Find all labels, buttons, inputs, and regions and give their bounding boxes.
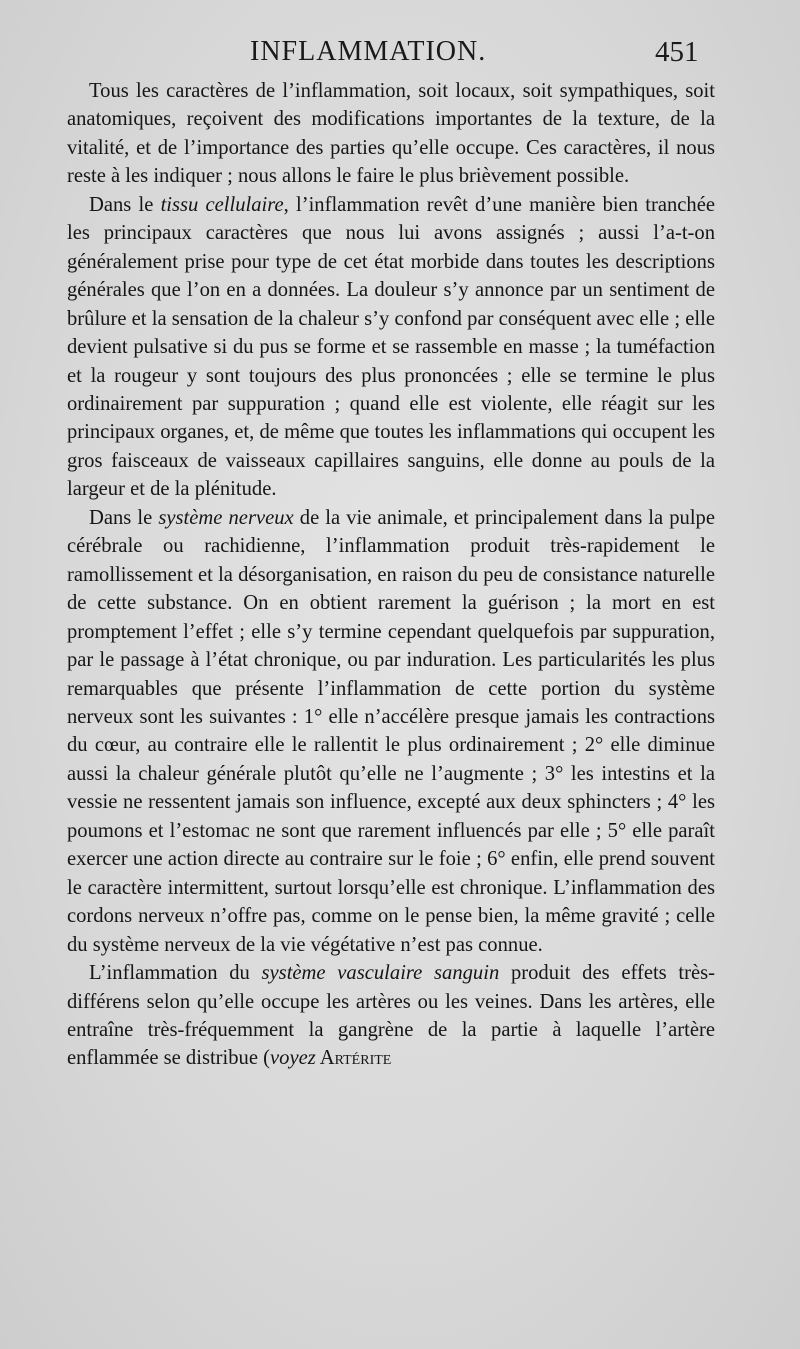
page-header bbox=[0, 32, 800, 72]
italic-voyez: voyez bbox=[270, 1047, 316, 1070]
paragraph-4: L’inflammation du système vasculaire sanguin produit des effets très-différens selon qu’elle occupe les artères ou les veines. Dans les artères, elle entraîne très-fréquemment la gangrène de la partie à laquelle l’artère enflammée se distribue (voyez Artérite bbox=[67, 962, 715, 1070]
cross-reference-arterite: Artérite bbox=[315, 1047, 392, 1070]
italic-term-tissu-cellulaire: tissu cellulaire bbox=[160, 193, 284, 216]
paragraph-2: Dans le tissu cellulaire, l’inflammation revêt d’une manière bien tranchée les principaux caractères que nous lui avons assignés ; aussi l’a-t-on généralement prise pour type de cet état morbide dans toutes les descriptions générales que l’on en a données. La douleur s’y annonce par un sentiment de brûlure et la sensation de la chaleur s’y confond par conséquent avec elle ; elle devient pulsative si du pus se forme et se rassemble en masse ; la tuméfaction et la rougeur y sont toujours des plus prononcées ; elle se termine le plus ordinairement par suppuration ; quand elle est violente, elle réagit sur les principaux organes, et, de même que toutes les inflammations qui occupent les gros faisceaux de vaisseaux capillaires sanguins, elle donne au pouls de la largeur et de la plénitude. bbox=[67, 193, 715, 501]
running-title: INFLAMMATION. bbox=[250, 36, 487, 67]
body-text bbox=[67, 77, 715, 1073]
paragraph-1: Tous les caractères de l’inflammation, soit locaux, soit sympathiques, soit anatomiques, reçoivent des modifications importantes de la texture, de la vitalité, et de l’importance des parties qu’elle occupe. Ces caractères, il nous reste à les indiquer ; nous allons le faire le plus brièvement possible. bbox=[67, 80, 715, 188]
paragraph-3: Dans le système nerveux de la vie animale, et principalement dans la pulpe cérébrale ou rachidienne, l’inflammation produit très-rapidement le ramollissement et la désorganisation, en raison du peu de consistance naturelle de cette substance. On en obtient rarement la guérison ; la mort en est promptement l’effet ; elle s’y termine cependant quelquefois par suppuration, par le passage à l’état chronique, ou par induration. Les particularités les plus remarquables que présente l’inflammation de cette portion du système nerveux sont les suivantes : 1° elle n’accélère presque jamais les contractions du cœur, au contraire elle le rallentit le plus ordinairement ; 2° elle diminue aussi la chaleur générale plutôt qu’elle ne l’augmente ; 3° les intestins et la vessie ne ressentent jamais son influence, excepté aux deux sphincters ; 4° les poumons et l’estomac ne sont que rarement influencés par elle ; 5° elle paraît exercer une action directe au contraire sur le foie ; 6° enfin, elle prend souvent le caractère intermittent, surtout lorsqu’elle est chronique. L’inflammation des cordons nerveux n’offre pas, comme on le pense bien, la même gravité ; celle du système nerveux de la vie végétative n’est pas connue. bbox=[67, 506, 715, 956]
italic-term-systeme-vasculaire: système vasculaire sanguin bbox=[261, 962, 500, 985]
italic-term-systeme-nerveux: système nerveux bbox=[158, 506, 294, 529]
page-number: 451 bbox=[655, 36, 699, 68]
